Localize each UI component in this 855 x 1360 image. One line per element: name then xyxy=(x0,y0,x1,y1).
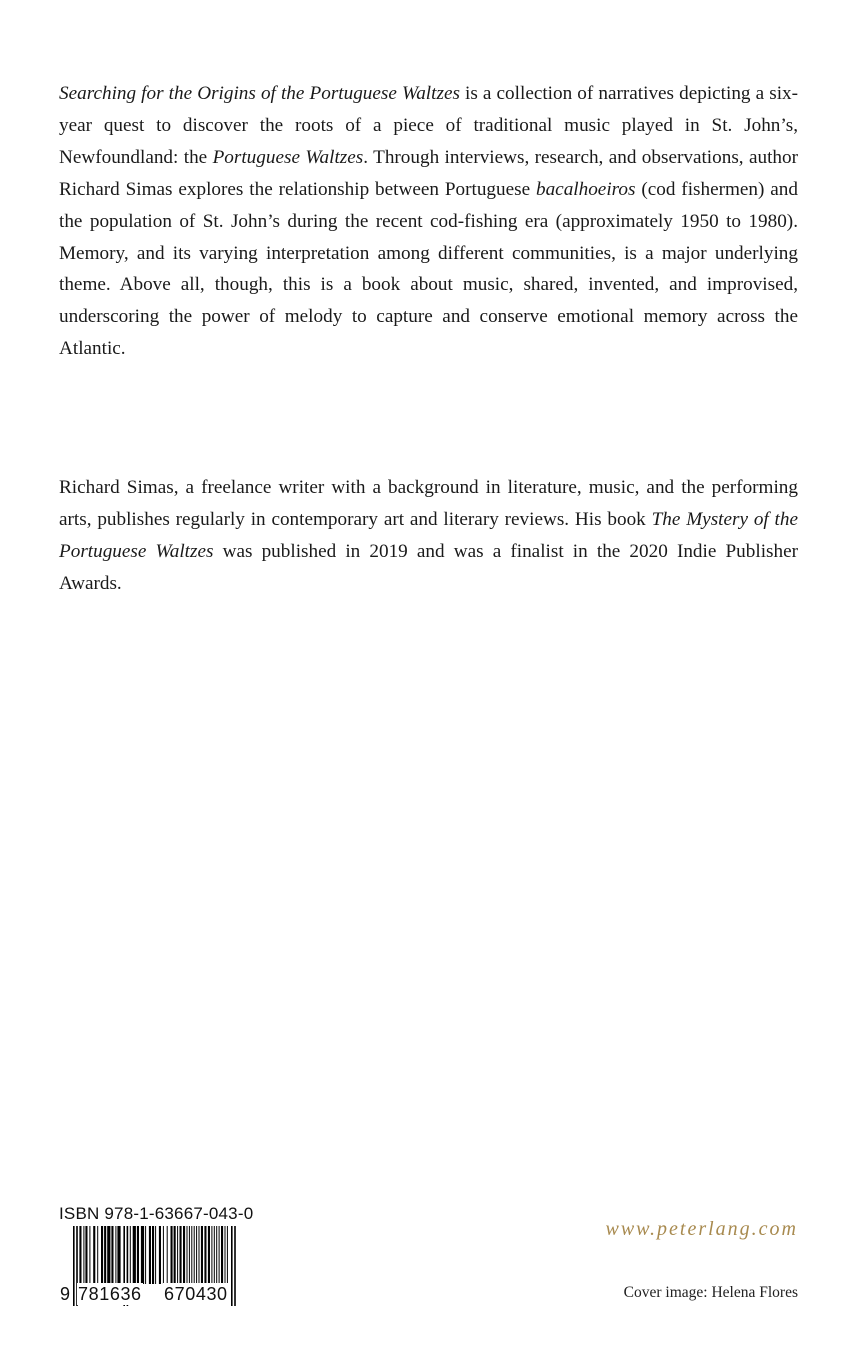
barcode-bar xyxy=(177,1226,178,1284)
description-paragraph: Searching for the Origins of the Portuguese Waltzes is a collection of narratives depicting a six-year quest to discover the roots of a piece of traditional music played in St. John’s, Newfoundland: the Portuguese Waltzes. Through interviews, research, and observations, author Richard Simas explores the relationship between Portuguese bacalhoeiros (cod fishermen) and the population of St. John’s during the recent cod-fishing era (approximately 1950 to 1980). Memory, and its varying interpretation among different communities, is a major underlying theme. Above all, though, this is a book about music, shared, invented, and improvised, underscoring the power of melody to capture and conserve emotional memory across the Atlantic. xyxy=(59,83,799,360)
barcode-bar xyxy=(196,1226,197,1284)
barcode-bar xyxy=(145,1226,146,1284)
barcode-digit-first: 9 xyxy=(60,1284,71,1304)
barcode-bar xyxy=(214,1226,215,1284)
barcode-bar xyxy=(133,1226,136,1284)
barcode-bar xyxy=(167,1226,168,1284)
barcode-bar xyxy=(219,1226,220,1284)
barcode-digits-right: 670430 xyxy=(164,1284,228,1304)
barcode-bar xyxy=(137,1226,139,1284)
barcode-bar xyxy=(225,1226,226,1284)
barcode-bar xyxy=(204,1226,206,1284)
barcode-digits-left: 781636 xyxy=(78,1284,142,1304)
author-bio-paragraph: Richard Simas, a freelance writer with a background in literature, music, and the performing arts, publishes regularly in contemporary art and literary reviews. His book The Mystery of the Portuguese Waltzes was published in 2019 and was a finalist in the 2020 Indie Publisher Awards. xyxy=(59,477,798,594)
barcode-bar xyxy=(199,1226,200,1284)
book-title: Searching for the Origins of the Portuguese Waltzes xyxy=(59,83,460,104)
barcode-bar xyxy=(221,1226,223,1284)
barcode-bar xyxy=(180,1226,182,1284)
barcode-bar xyxy=(111,1226,113,1284)
barcode-bar xyxy=(183,1226,185,1284)
barcode-bar xyxy=(104,1226,106,1284)
barcode-bar xyxy=(152,1226,154,1284)
barcode-bar xyxy=(141,1226,144,1284)
barcode-bar xyxy=(171,1226,173,1284)
barcode-bar xyxy=(159,1226,161,1284)
barcode-bar xyxy=(194,1226,195,1284)
barcode-bar xyxy=(130,1226,131,1284)
barcode-bar xyxy=(107,1226,110,1284)
barcode-bar xyxy=(101,1226,103,1284)
barcode-bar xyxy=(85,1226,87,1284)
barcode-bar xyxy=(191,1226,192,1284)
publisher-website-link[interactable]: www.peterlang.com xyxy=(605,1218,798,1240)
barcode-bar xyxy=(227,1226,228,1284)
cover-image-credit: Cover image: Helena Flores xyxy=(623,1284,798,1301)
barcode-bar xyxy=(211,1226,212,1284)
barcode-bar xyxy=(93,1226,95,1284)
barcode-bar xyxy=(115,1226,116,1284)
barcode-bar xyxy=(189,1226,190,1284)
barcode-bar xyxy=(149,1226,151,1284)
barcode-digits xyxy=(59,1283,249,1305)
barcode-bar xyxy=(97,1226,98,1284)
barcode-bar xyxy=(201,1226,203,1284)
barcode-bar xyxy=(163,1226,164,1284)
barcode-bar xyxy=(187,1226,188,1284)
barcode-bar xyxy=(79,1226,81,1284)
barcode-bar xyxy=(89,1226,90,1284)
previous-book-title: The Mystery of the Portuguese Waltzes xyxy=(59,508,798,562)
barcode-bar xyxy=(174,1226,176,1284)
isbn-label: ISBN 978-1-63667-043-0 xyxy=(59,1204,254,1223)
barcode-bar xyxy=(216,1226,217,1284)
barcode-bar xyxy=(208,1226,210,1284)
barcode-bar xyxy=(117,1226,120,1284)
barcode-bar xyxy=(83,1226,84,1284)
barcode-bar xyxy=(155,1226,156,1284)
